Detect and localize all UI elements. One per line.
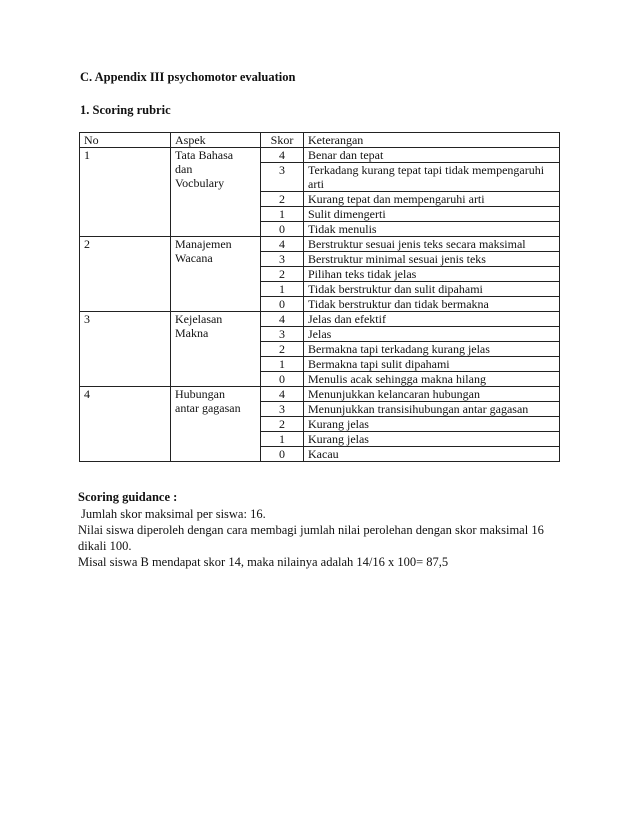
cell-keterangan: Menunjukkan transisihubungan antar gagasan (304, 402, 560, 417)
header-aspek: Aspek (171, 133, 261, 148)
guidance-title: Scoring guidance : (78, 490, 178, 504)
cell-skor: 2 (261, 267, 304, 282)
cell-keterangan: Jelas (304, 327, 560, 342)
table-row (80, 237, 560, 252)
cell-keterangan: Kurang jelas (304, 417, 560, 432)
cell-skor: 4 (261, 148, 304, 163)
cell-no: 2 (80, 237, 171, 312)
cell-keterangan: Bermakna tapi sulit dipahami (304, 357, 560, 372)
cell-skor: 3 (261, 163, 304, 192)
cell-keterangan: Berstruktur minimal sesuai jenis teks (304, 252, 560, 267)
cell-keterangan: Pilihan teks tidak jelas (304, 267, 560, 282)
cell-keterangan: Sulit dimengerti (304, 207, 560, 222)
cell-skor: 3 (261, 327, 304, 342)
cell-keterangan: Menulis acak sehingga makna hilang (304, 372, 560, 387)
cell-keterangan: Jelas dan efektif (304, 312, 560, 327)
cell-skor: 1 (261, 357, 304, 372)
cell-keterangan: Tidak menulis (304, 222, 560, 237)
cell-no: 3 (80, 312, 171, 387)
cell-aspek: Hubungan antar gagasan (171, 387, 261, 462)
cell-skor: 2 (261, 342, 304, 357)
cell-keterangan: Kurang jelas (304, 432, 560, 447)
guidance-example: Misal siswa B mendapat skor 14, maka nilainya adalah 14/16 x 100= 87,5 (78, 555, 449, 569)
cell-skor: 4 (261, 312, 304, 327)
cell-keterangan: Bermakna tapi terkadang kurang jelas (304, 342, 560, 357)
cell-aspek: Kejelasan Makna (171, 312, 261, 387)
cell-keterangan: Tidak berstruktur dan tidak bermakna (304, 297, 560, 312)
cell-skor: 2 (261, 417, 304, 432)
cell-keterangan: Kurang tepat dan mempengaruhi arti (304, 192, 560, 207)
cell-skor: 1 (261, 207, 304, 222)
table-row (80, 148, 560, 163)
cell-skor: 3 (261, 252, 304, 267)
cell-skor: 4 (261, 387, 304, 402)
cell-keterangan: Tidak berstruktur dan sulit dipahami (304, 282, 560, 297)
cell-aspek: Tata Bahasa dan Vocbulary (171, 148, 261, 237)
cell-keterangan: Menunjukkan kelancaran hubungan (304, 387, 560, 402)
cell-skor: 0 (261, 447, 304, 462)
cell-skor: 0 (261, 297, 304, 312)
cell-skor: 0 (261, 372, 304, 387)
guidance-max-score: Jumlah skor maksimal per siswa: 16. (81, 507, 266, 521)
scoring-guidance (78, 489, 558, 570)
cell-skor: 2 (261, 192, 304, 207)
rubric-subheading: 1. Scoring rubric (80, 103, 171, 117)
cell-no: 1 (80, 148, 171, 237)
cell-aspek: Manajemen Wacana (171, 237, 261, 312)
cell-keterangan: Kacau (304, 447, 560, 462)
cell-skor: 1 (261, 432, 304, 447)
table-row (80, 387, 560, 402)
cell-skor: 0 (261, 222, 304, 237)
scoring-rubric-table (79, 132, 560, 462)
section-heading: C. Appendix III psychomotor evaluation (80, 70, 296, 84)
header-keterangan: Keterangan (304, 133, 560, 148)
cell-keterangan: Terkadang kurang tepat tapi tidak mempengaruhi arti (304, 163, 560, 192)
cell-skor: 3 (261, 402, 304, 417)
guidance-formula: Nilai siswa diperoleh dengan cara membagi jumlah nilai perolehan dengan skor maksimal 16 dikali 100. (78, 523, 544, 553)
header-no: No (80, 133, 171, 148)
cell-skor: 4 (261, 237, 304, 252)
cell-no: 4 (80, 387, 171, 462)
table-header-row (80, 133, 560, 148)
header-skor: Skor (261, 133, 304, 148)
cell-keterangan: Benar dan tepat (304, 148, 560, 163)
cell-keterangan: Berstruktur sesuai jenis teks secara maksimal (304, 237, 560, 252)
cell-skor: 1 (261, 282, 304, 297)
table-row (80, 312, 560, 327)
